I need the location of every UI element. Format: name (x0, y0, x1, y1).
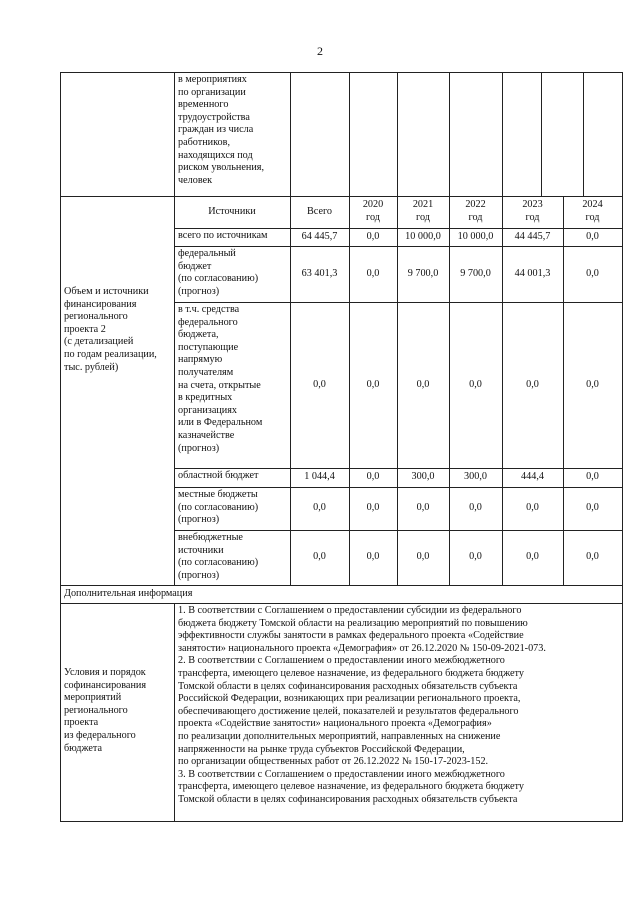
source-row-label-line: в кредитных (178, 392, 233, 404)
table-cell: 0,0 (416, 378, 430, 390)
top-row-text-line: работников, (178, 136, 230, 148)
header-sources: Источники (208, 205, 256, 217)
source-row-label-line: в т.ч. средства (178, 304, 240, 315)
table-cell: 0,0 (586, 502, 599, 514)
source-row-label-line: (прогноз) (178, 569, 220, 581)
table-cell: 0,0 (469, 502, 482, 514)
table-cell: 0,0 (366, 378, 380, 390)
label-column-divider (174, 603, 175, 822)
conditions-text-line: 2. В соответствии с Соглашением о предоставлении иного межбюджетного (178, 655, 505, 667)
top-row-text-line: человек (178, 174, 213, 186)
financing-label-line: регионального (64, 311, 128, 323)
conditions-label (64, 667, 146, 755)
header-year-2020 (349, 199, 397, 224)
table-border-bottom (60, 821, 623, 822)
top-row-text-line: в мероприятиях (178, 74, 247, 85)
source-row-label (178, 532, 258, 582)
source-row-label-line: бюджета, (178, 329, 219, 341)
header-year-2021 (397, 199, 449, 224)
conditions-text-line: напряженности на рынке труда субъектов Российской Федерации, (178, 743, 465, 755)
header-year-line: год (416, 211, 430, 223)
additional-info-heading: Дополнительная информация (64, 588, 193, 599)
source-row-label-line: (прогноз) (178, 442, 220, 454)
table-border-left (60, 72, 61, 822)
table-cell: 44 445,7 (514, 230, 551, 242)
conditions-text-line: Российской Федерации, возникающих при реализации регионального проекта, (178, 693, 521, 705)
financing-label-line: тыс. рублей) (64, 361, 119, 373)
source-row-label-line: напрямую (178, 354, 223, 366)
header-year-line: 2021 (412, 199, 434, 210)
conditions-text-line: проекта «Содействие занятости» национального проекта «Демография» (178, 718, 492, 730)
table-cell: 0,0 (469, 551, 482, 563)
conditions-text-line: Томской области в целях софинансирования расходных обязательств субъекта (178, 680, 518, 692)
header-year-line: год (366, 211, 380, 223)
header-year-line: 2020 (362, 199, 384, 210)
header-year-2024 (563, 199, 622, 224)
source-row-label-line: областной бюджет (178, 470, 259, 481)
table-cell: 9 700,0 (460, 267, 491, 279)
financing-label-line: проекта 2 (64, 323, 106, 335)
source-row-label-line: местные бюджеты (178, 489, 258, 500)
conditions-text-line: 3. В соответствии с Соглашением о предоставлении иного межбюджетного (178, 768, 505, 780)
table-cell: 44 001,3 (514, 267, 551, 279)
top-row-text-line: по организации (178, 86, 246, 98)
conditions-label-line: бюджета (64, 742, 102, 754)
table-cell: 0,0 (366, 551, 380, 563)
table-cell: 9 700,0 (407, 267, 439, 279)
conditions-label-line: мероприятий (64, 692, 122, 704)
table-cell: 1 044,4 (304, 471, 335, 483)
source-row-label-line: (прогноз) (178, 514, 220, 526)
table-rule (449, 72, 450, 196)
conditions-text-line: занятости» национального проекта «Демография» от 26.12.2020 № 150-09-2021-073. (178, 642, 546, 654)
table-cell: 63 401,3 (301, 267, 338, 279)
header-year-2022 (449, 199, 502, 224)
source-row-label-line: организациях (178, 404, 238, 416)
table-rule (583, 72, 584, 196)
top-row-text-line: трудоустройства (178, 111, 250, 123)
source-row-label-line: (по согласованию) (178, 273, 259, 285)
header-year-line: год (525, 211, 540, 223)
table-cell: 0,0 (313, 378, 326, 390)
table-rule (622, 72, 623, 196)
header-year-line: год (468, 211, 483, 223)
header-year-line: год (585, 211, 600, 223)
financing-label-line: по годам реализации, (64, 348, 157, 360)
source-row-label-line: источники (178, 544, 224, 556)
table-rule (502, 72, 503, 196)
table-cell: 10 000,0 (405, 230, 441, 242)
source-row-label (178, 230, 268, 243)
table-cell: 0,0 (586, 378, 599, 390)
table-cell: 300,0 (464, 471, 487, 483)
source-row-label-line: казначействе (178, 429, 235, 441)
table-cell: 0,0 (313, 551, 326, 563)
financing-label (64, 286, 157, 374)
financing-label-line: (с детализацией (64, 336, 134, 348)
top-row-text (178, 74, 264, 187)
label-column-divider (174, 72, 175, 585)
conditions-text-line: по реализации дополнительных мероприятий, направленных на снижение (178, 730, 501, 742)
table-cell: 0,0 (526, 378, 539, 390)
source-row-label-line: или в Федеральном (178, 417, 263, 429)
conditions-label-line: регионального (64, 704, 128, 716)
source-row-label (178, 489, 258, 527)
conditions-text-line: обеспечивающего достижение целей, показателей и результатов федерального (178, 705, 519, 717)
source-row-label-line: федерального (178, 316, 238, 328)
table-cell: 0,0 (526, 502, 539, 514)
conditions-text (178, 605, 546, 807)
table-cell: 300,0 (411, 471, 435, 483)
table-cell: 0,0 (313, 502, 326, 514)
table-cell: 0,0 (366, 230, 380, 242)
top-row-text-line: граждан из числа (178, 124, 254, 136)
table-cell: 10 000,0 (457, 230, 494, 242)
conditions-label-line: Условия и порядок (64, 667, 146, 678)
top-row-text-line: риском увольнения, (178, 162, 265, 174)
conditions-label-line: софинансирования (64, 679, 147, 691)
source-row-label-line: внебюджетные (178, 532, 243, 543)
table-cell: 0,0 (366, 471, 380, 483)
header-total: Всего (307, 205, 332, 217)
header-year-line: 2024 (582, 199, 603, 210)
table-rule (60, 603, 623, 604)
source-row-label (178, 470, 258, 483)
table-rule (397, 72, 398, 196)
table-cell: 0,0 (526, 551, 539, 563)
table-rule (349, 72, 350, 196)
conditions-label-line: из федерального (64, 729, 136, 741)
conditions-text-line: бюджета бюджету Томской области на реализацию мероприятий по повышению (178, 617, 528, 629)
page-number: 2 (317, 44, 323, 58)
table-rule (60, 585, 623, 586)
table-cell: 0,0 (366, 502, 380, 514)
header-year-line: 2023 (522, 199, 543, 210)
table-border-top (60, 72, 623, 73)
table-cell: 0,0 (469, 378, 482, 390)
source-row-label-line: (по согласованию) (178, 557, 259, 569)
conditions-text-line: эффективности службы занятости в рамках федерального проекта «Содействие (178, 630, 524, 642)
top-row-text-line: находящихся под (178, 149, 253, 161)
table-cell: 444,4 (521, 471, 544, 483)
conditions-label-line: проекта (64, 717, 99, 729)
table-cell: 0,0 (416, 502, 430, 514)
financing-label-line: финансирования (64, 298, 137, 310)
table-cell: 0,0 (586, 267, 599, 279)
table-cell: 0,0 (586, 230, 599, 242)
source-row-label (178, 248, 258, 298)
source-row-label-line: на счета, открытые (178, 379, 261, 391)
source-row-label-line: поступающие (178, 341, 239, 353)
header-year-line: 2022 (465, 199, 486, 210)
table-rule (541, 72, 542, 196)
source-row-label (178, 304, 262, 455)
table-cell: 64 445,7 (301, 230, 338, 242)
conditions-text-line: Томской области в целях софинансирования расходных обязательств субъекта (178, 793, 518, 805)
top-row-text-line: временного (178, 99, 229, 111)
source-row-label-line: всего по источникам (178, 230, 268, 241)
source-row-label-line: федеральный (178, 248, 236, 259)
table-cell: 0,0 (586, 471, 599, 483)
header-year-2023 (502, 199, 563, 224)
conditions-text-line: 1. В соответствии с Соглашением о предоставлении субсидии из федерального (178, 605, 522, 616)
source-row-label-line: бюджет (178, 260, 212, 272)
source-row-label-line: получателям (178, 366, 234, 378)
table-cell: 0,0 (366, 267, 380, 279)
table-cell: 0,0 (416, 551, 430, 563)
conditions-text-line: по организации общественных работ от 26.12.2022 № 150-17-2023-152. (178, 756, 489, 768)
conditions-text-line: трансферта, имеющего целевое назначение, из федерального бюджета бюджету (178, 781, 524, 793)
financing-label-line: Объем и источники (64, 286, 149, 297)
conditions-text-line: трансферта, имеющего целевое назначение, из федерального бюджета бюджету (178, 667, 524, 679)
source-row-label-line: (прогноз) (178, 285, 220, 297)
table-cell: 0,0 (586, 551, 599, 563)
source-row-label-line: (по согласованию) (178, 501, 259, 513)
table-rule (290, 72, 291, 196)
